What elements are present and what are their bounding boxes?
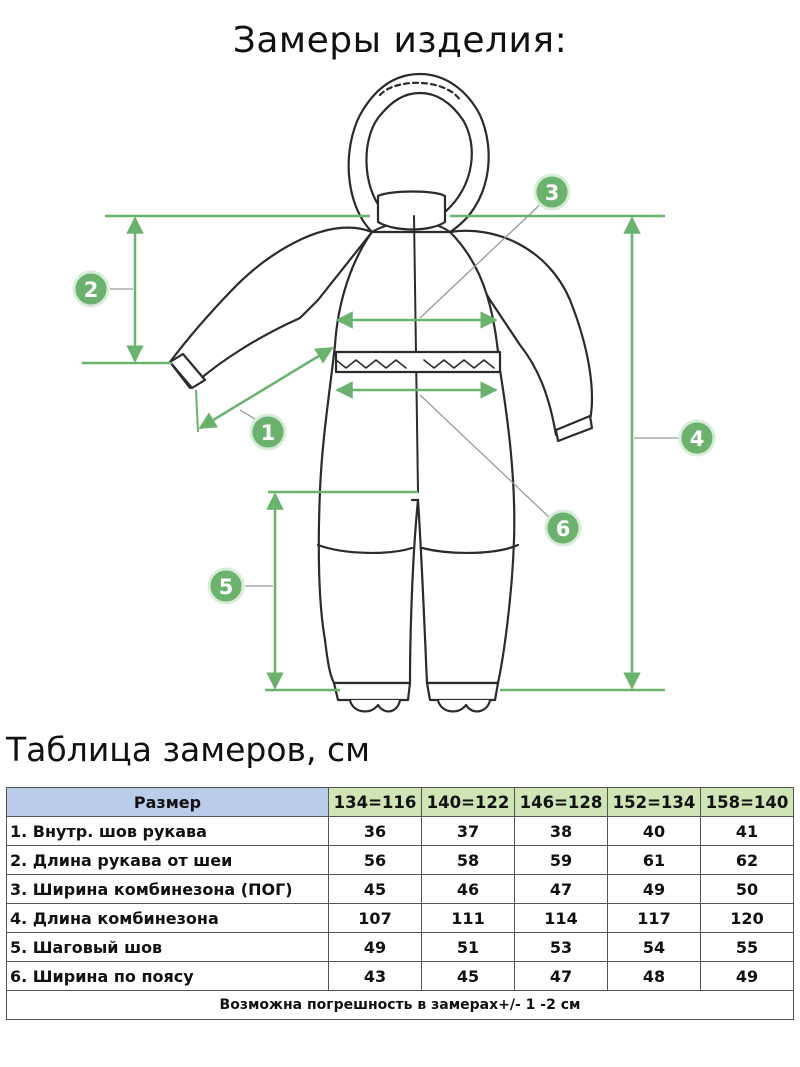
marker-5-label: 5 [218, 575, 234, 599]
row-label: 4. Длина комбинезона [7, 904, 329, 933]
table-cell: 47 [515, 962, 608, 991]
header-label: Размер [7, 788, 329, 817]
marker-4-label: 4 [689, 427, 705, 451]
row-label: 6. Ширина по поясу [7, 962, 329, 991]
marker-3 [535, 175, 569, 209]
table-row [7, 904, 794, 933]
table-cell: 43 [329, 962, 422, 991]
table-cell: 117 [608, 904, 701, 933]
marker-2 [74, 272, 108, 306]
header-size: 152=134 [608, 788, 701, 817]
marker-6-label: 6 [555, 517, 571, 541]
table-cell: 36 [329, 817, 422, 846]
table-title: Таблица замеров, см [6, 730, 371, 769]
jumpsuit-outline [170, 74, 592, 711]
marker-6 [546, 511, 580, 545]
table-cell: 114 [515, 904, 608, 933]
header-size: 158=140 [701, 788, 794, 817]
header-size: 146=128 [515, 788, 608, 817]
tolerance-note: Возможна погрешность в замерах+/- 1 -2 см [7, 991, 794, 1020]
row-label: 1. Внутр. шов рукава [7, 817, 329, 846]
table-cell: 49 [701, 962, 794, 991]
table-cell: 47 [515, 875, 608, 904]
table-cell: 54 [608, 933, 701, 962]
table-row [7, 846, 794, 875]
table-cell: 49 [329, 933, 422, 962]
table-cell: 61 [608, 846, 701, 875]
table-cell: 55 [701, 933, 794, 962]
table-cell: 38 [515, 817, 608, 846]
table-cell: 49 [608, 875, 701, 904]
table-cell: 48 [608, 962, 701, 991]
table-cell: 45 [329, 875, 422, 904]
table-row [7, 817, 794, 846]
page-title: Замеры изделия: [232, 20, 568, 61]
row-label: 3. Ширина комбинезона (ПОГ) [7, 875, 329, 904]
table-cell: 40 [608, 817, 701, 846]
table-cell: 58 [422, 846, 515, 875]
header-size: 140=122 [422, 788, 515, 817]
table-row [7, 933, 794, 962]
table-cell: 111 [422, 904, 515, 933]
table-cell: 37 [422, 817, 515, 846]
table-header-row [7, 788, 794, 817]
table-cell: 41 [701, 817, 794, 846]
table-row [7, 875, 794, 904]
table-cell: 51 [422, 933, 515, 962]
table-cell: 120 [701, 904, 794, 933]
header-size: 134=116 [329, 788, 422, 817]
table-cell: 56 [329, 846, 422, 875]
table-cell: 50 [701, 875, 794, 904]
row-label: 2. Длина рукава от шеи [7, 846, 329, 875]
table-cell: 107 [329, 904, 422, 933]
table-row [7, 962, 794, 991]
marker-4 [680, 421, 714, 455]
marker-3-label: 3 [544, 181, 560, 205]
marker-1-label: 1 [260, 421, 276, 445]
table-cell: 45 [422, 962, 515, 991]
table-cell: 59 [515, 846, 608, 875]
marker-5 [209, 569, 243, 603]
table-cell: 53 [515, 933, 608, 962]
table-cell: 62 [701, 846, 794, 875]
table-cell: 46 [422, 875, 515, 904]
row-label: 5. Шаговый шов [7, 933, 329, 962]
table-note-row [7, 991, 794, 1020]
marker-2-label: 2 [83, 278, 99, 302]
size-table [6, 787, 794, 1020]
marker-1 [251, 415, 285, 449]
